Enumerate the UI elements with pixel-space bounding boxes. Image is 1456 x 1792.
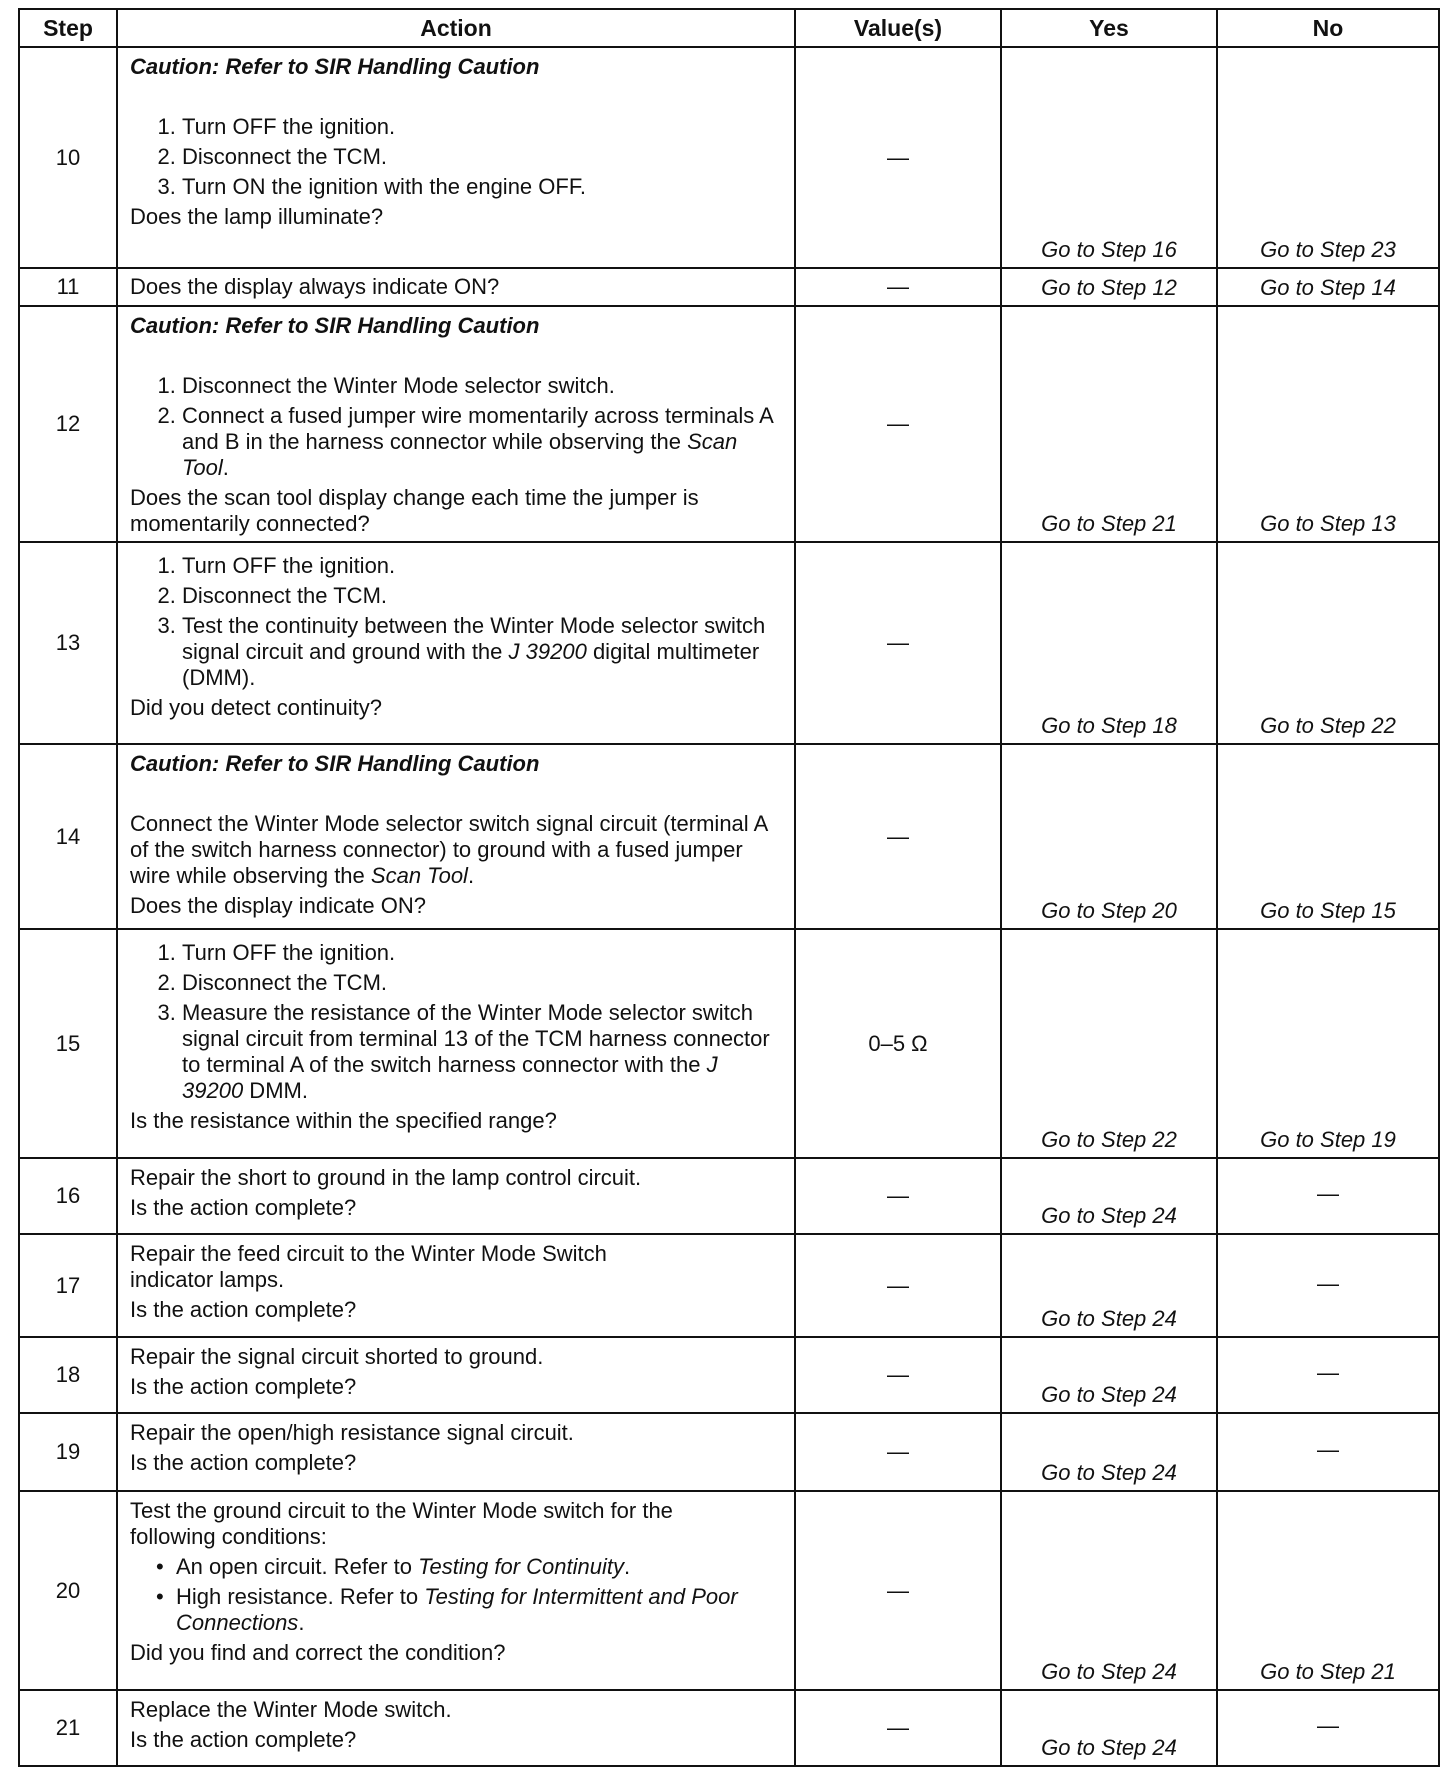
table-row-step-14 [19, 744, 1439, 929]
value-cell: — [795, 47, 1001, 268]
step-number: 11 [19, 268, 117, 306]
yes-link[interactable]: Go to Step 24 [1001, 1690, 1217, 1766]
instruction-text [130, 811, 782, 889]
action-cell [117, 1491, 795, 1690]
no-value: — [1217, 1158, 1439, 1234]
procedure-list [130, 373, 782, 481]
no-link[interactable]: Go to Step 14 [1217, 268, 1439, 306]
yes-link[interactable]: Go to Step 24 [1001, 1413, 1217, 1491]
condition-list [130, 1554, 782, 1636]
table-row-step-21 [19, 1690, 1439, 1766]
reference-link[interactable]: Testing for Continuity [418, 1554, 624, 1579]
table-row-step-17 [19, 1234, 1439, 1337]
question-text: Does the display indicate ON? [130, 893, 426, 918]
action-cell [117, 1413, 795, 1491]
no-value: — [1217, 1337, 1439, 1413]
caution-note: Caution: Refer to SIR Handling Caution [130, 751, 540, 776]
condition-text: High resistance. Refer to [176, 1584, 425, 1609]
step-number: 10 [19, 47, 117, 268]
yes-link[interactable]: Go to Step 20 [1001, 744, 1217, 929]
condition-item [176, 1554, 782, 1580]
procedure-text: DMM. [243, 1078, 308, 1103]
tool-name: Scan Tool [370, 863, 468, 888]
action-cell [117, 306, 795, 542]
procedure-step [182, 403, 782, 481]
step-number: 16 [19, 1158, 117, 1234]
header-row [19, 9, 1439, 47]
step-number: 13 [19, 542, 117, 744]
procedure-list [130, 553, 782, 691]
procedure-step: 3. Turn ON the ignition with the engine OFF. [182, 174, 782, 200]
value-cell: — [795, 1158, 1001, 1234]
value-cell: 0–5 Ω [795, 929, 1001, 1158]
value-cell: — [795, 1337, 1001, 1413]
value-cell: — [795, 1690, 1001, 1766]
procedure-list [130, 940, 782, 1104]
question-text: Is the resistance within the specified range? [130, 1108, 557, 1133]
value-cell: — [795, 1234, 1001, 1337]
value-cell: — [795, 1491, 1001, 1690]
question-text: Does the scan tool display change each time the jumper is momentarily connected? [130, 485, 699, 536]
table-row-step-20 [19, 1491, 1439, 1690]
table-row-step-10 [19, 47, 1439, 268]
question-text: Did you find and correct the condition? [130, 1640, 506, 1665]
question-text: Is the action complete? [130, 1727, 357, 1752]
table-row-step-18 [19, 1337, 1439, 1413]
step-number: 14 [19, 744, 117, 929]
procedure-step: 2. Disconnect the TCM. [182, 583, 782, 609]
table-row-step-15 [19, 929, 1439, 1158]
punctuation: . [623, 1554, 631, 1579]
tool-name: Scan Tool [182, 429, 738, 480]
procedure-text: digital multimeter (DMM). [182, 639, 760, 690]
procedure-step [182, 1000, 782, 1104]
value-cell: — [795, 744, 1001, 929]
procedure-step: 1. Turn OFF the ignition. [182, 940, 782, 966]
question-text: Does the lamp illuminate? [130, 204, 384, 229]
value-cell: — [795, 306, 1001, 542]
no-value: — [1217, 1690, 1439, 1766]
value-cell: — [795, 542, 1001, 744]
action-cell [117, 47, 795, 268]
question-text: Is the action complete? [130, 1450, 357, 1475]
instruction-text: Repair the signal circuit shorted to ground. [130, 1344, 544, 1369]
no-value: — [1217, 1413, 1439, 1491]
question-text: Is the action complete? [130, 1297, 357, 1322]
condition-text: An open circuit. Refer to [176, 1554, 419, 1579]
caution-note: Caution: Refer to SIR Handling Caution [130, 54, 540, 79]
procedure-text: Test the continuity between the Winter Mode selector switch signal circuit and ground with the [182, 613, 766, 664]
diagnostic-table-sheet [18, 8, 1438, 1767]
step-number: 20 [19, 1491, 117, 1690]
table-row-step-11 [19, 268, 1439, 306]
diagnostic-table [18, 8, 1440, 1767]
instruction-text: Repair the open/high resistance signal circuit. [130, 1420, 574, 1445]
question-text: Did you detect continuity? [130, 695, 382, 720]
step-number: 18 [19, 1337, 117, 1413]
no-link[interactable]: Go to Step 15 [1217, 744, 1439, 929]
procedure-text: Measure the resistance of the Winter Mode selector switch signal circuit from terminal 13 of the TCM harness connector to terminal A of the switch harness connector with the [182, 1000, 770, 1077]
procedure-step: 1. Disconnect the Winter Mode selector switch. [182, 373, 782, 399]
value-cell: — [795, 1413, 1001, 1491]
no-link[interactable]: Go to Step 21 [1217, 1491, 1439, 1690]
step-number: 15 [19, 929, 117, 1158]
action-cell [117, 1337, 795, 1413]
action-cell [117, 1690, 795, 1766]
procedure-text: Connect a fused jumper wire momentarily across terminals A and B in the harness connector while observing the [182, 403, 773, 454]
yes-link[interactable]: Go to Step 21 [1001, 306, 1217, 542]
table-row-step-19 [19, 1413, 1439, 1491]
question-text: Does the display always indicate ON? [130, 274, 500, 299]
caution-note: Caution: Refer to SIR Handling Caution [130, 313, 540, 338]
header-no: No [1217, 9, 1439, 47]
punctuation: . [467, 863, 475, 888]
no-link[interactable]: Go to Step 13 [1217, 306, 1439, 542]
tool-name: J 39200 [182, 1052, 718, 1103]
action-cell [117, 1234, 795, 1337]
header-action: Action [117, 9, 795, 47]
step-number: 17 [19, 1234, 117, 1337]
yes-link[interactable]: Go to Step 18 [1001, 542, 1217, 744]
step-number: 19 [19, 1413, 117, 1491]
header-step: Step [19, 9, 117, 47]
yes-link[interactable]: Go to Step 24 [1001, 1158, 1217, 1234]
punctuation: . [298, 1610, 305, 1635]
action-cell [117, 268, 795, 306]
procedure-step: 2. Disconnect the TCM. [182, 144, 782, 170]
instruction-body: Connect the Winter Mode selector switch signal circuit (terminal A of the switch harness connector) to ground with a fused jumper wire while observing the [130, 811, 768, 888]
table-row-step-16 [19, 1158, 1439, 1234]
table-row-step-12 [19, 306, 1439, 542]
yes-link[interactable]: Go to Step 16 [1001, 47, 1217, 268]
reference-link[interactable]: Testing for Intermittent and Poor Connections [176, 1584, 738, 1635]
yes-link[interactable]: Go to Step 24 [1001, 1491, 1217, 1690]
header-yes: Yes [1001, 9, 1217, 47]
no-link[interactable]: Go to Step 19 [1217, 929, 1439, 1158]
step-number: 21 [19, 1690, 117, 1766]
procedure-step: 1. Turn OFF the ignition. [182, 114, 782, 140]
step-number: 12 [19, 306, 117, 542]
action-cell [117, 929, 795, 1158]
value-cell: — [795, 268, 1001, 306]
table-row-step-13 [19, 542, 1439, 744]
action-cell [117, 1158, 795, 1234]
action-cell [117, 744, 795, 929]
procedure-step: 2. Disconnect the TCM. [182, 970, 782, 996]
instruction-text: Repair the feed circuit to the Winter Mode Switch indicator lamps. [130, 1241, 607, 1292]
header-values: Value(s) [795, 9, 1001, 47]
instruction-text: Replace the Winter Mode switch. [130, 1697, 452, 1722]
instruction-text: Test the ground circuit to the Winter Mode switch for the following conditions: [130, 1498, 673, 1549]
yes-link[interactable]: Go to Step 24 [1001, 1337, 1217, 1413]
tool-name: J 39200 [508, 639, 587, 664]
yes-link[interactable]: Go to Step 22 [1001, 929, 1217, 1158]
yes-link[interactable]: Go to Step 12 [1001, 268, 1217, 306]
instruction-text: Repair the short to ground in the lamp control circuit. [130, 1165, 642, 1190]
punctuation: . [222, 455, 229, 480]
yes-link[interactable]: Go to Step 24 [1001, 1234, 1217, 1337]
condition-item [176, 1584, 782, 1636]
procedure-list [130, 114, 782, 200]
action-cell [117, 542, 795, 744]
no-link[interactable]: Go to Step 22 [1217, 542, 1439, 744]
question-text: Is the action complete? [130, 1374, 357, 1399]
procedure-step: 1. Turn OFF the ignition. [182, 553, 782, 579]
no-link[interactable]: Go to Step 23 [1217, 47, 1439, 268]
question-text: Is the action complete? [130, 1195, 357, 1220]
no-value: — [1217, 1234, 1439, 1337]
procedure-step [182, 613, 782, 691]
